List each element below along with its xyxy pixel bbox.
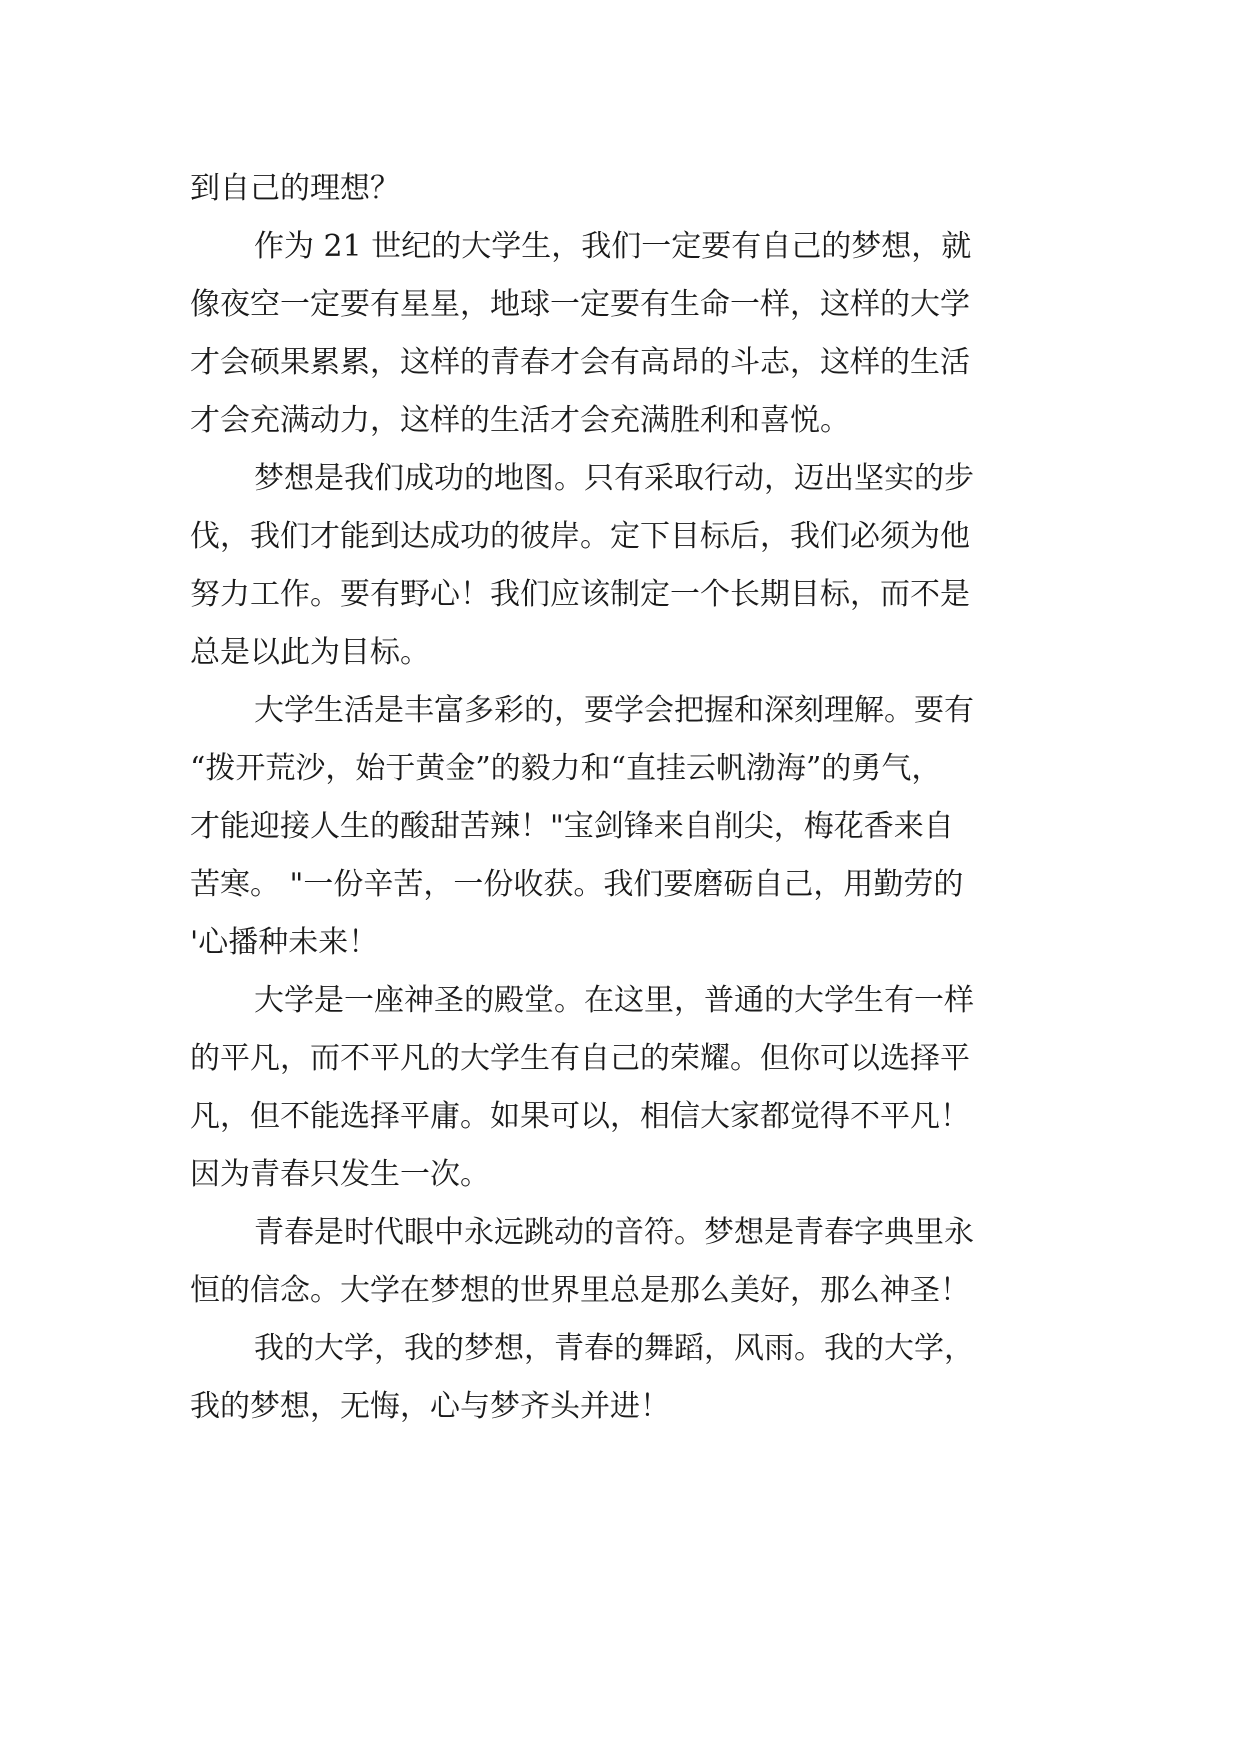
document-body: [190, 160, 1070, 1436]
text-line: 作为 21 世纪的大学生，我们一定要有自己的梦想，就: [254, 229, 972, 264]
text-line: 大学生活是丰富多彩的，要学会把握和深刻理解。要有: [254, 693, 974, 728]
text-line: 我的大学，我的梦想，青春的舞蹈，风雨。我的大学，: [254, 1331, 974, 1366]
text-line: 青春是时代眼中永远跳动的音符。梦想是青春字典里永: [254, 1215, 974, 1250]
text-line: 伐，我们才能到达成功的彼岸。定下目标后，我们必须为他: [190, 519, 970, 554]
text-line: 才会充满动力，这样的生活才会充满胜利和喜悦。: [190, 403, 850, 438]
text-line: 才会硕果累累，这样的青春才会有高昂的斗志，这样的生活: [190, 345, 970, 380]
paragraph: [190, 1204, 1070, 1320]
text-line: 苦寒。 "一份辛苦，一份收获。我们要磨砺自己，用勤劳的: [190, 867, 964, 902]
text-line: 总是以此为目标。: [190, 635, 430, 670]
text-line: 像夜空一定要有星星，地球一定要有生命一样，这样的大学: [190, 287, 970, 322]
text-line: 到自己的理想？: [190, 171, 400, 206]
text-line: 才能迎接人生的酸甜苦辣！"宝剑锋来自削尖，梅花香来自: [190, 809, 954, 844]
text-line: 大学是一座神圣的殿堂。在这里，普通的大学生有一样: [254, 983, 974, 1018]
text-line: “拨开荒沙，始于黄金”的毅力和“直挂云帆渤海”的勇气，: [190, 751, 942, 786]
text-line: '心播种未来！: [190, 925, 379, 960]
text-line: 我的梦想，无悔，心与梦齐头并进！: [190, 1389, 670, 1424]
text-line: 努力工作。要有野心！我们应该制定一个长期目标，而不是: [190, 577, 970, 612]
paragraph: [190, 682, 1070, 972]
paragraph: [190, 972, 1070, 1204]
paragraph: [190, 450, 1070, 682]
paragraph-continuation: [190, 160, 1070, 218]
text-line: 恒的信念。大学在梦想的世界里总是那么美好，那么神圣！: [190, 1273, 970, 1308]
paragraph: [190, 1320, 1070, 1436]
text-line: 梦想是我们成功的地图。只有采取行动，迈出坚实的步: [254, 461, 974, 496]
paragraph: [190, 218, 1070, 450]
text-line: 凡，但不能选择平庸。如果可以，相信大家都觉得不平凡！: [190, 1099, 970, 1134]
text-line: 因为青春只发生一次。: [190, 1157, 490, 1192]
text-line: 的平凡，而不平凡的大学生有自己的荣耀。但你可以选择平: [190, 1041, 970, 1076]
